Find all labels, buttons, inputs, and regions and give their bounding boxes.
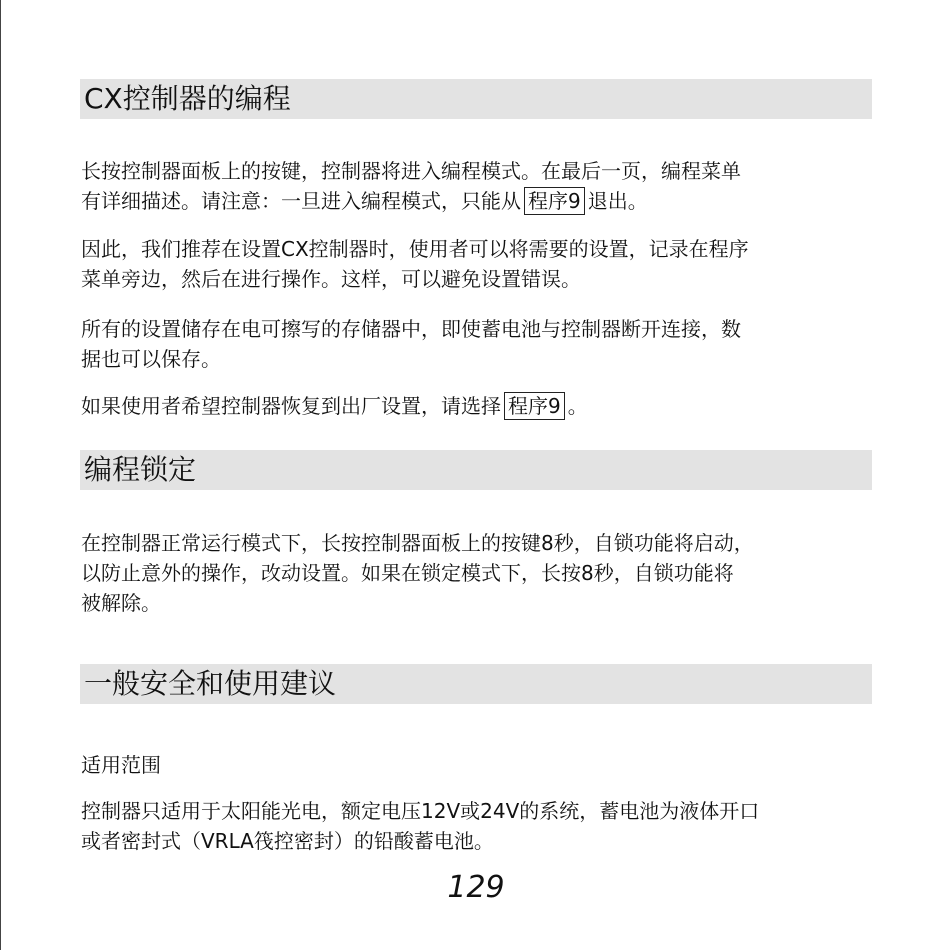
paragraph-line-text: 有详细描述。请注意：一旦进入编程模式，只能从 (81, 189, 521, 213)
paragraph-applicable-systems (81, 796, 881, 856)
paragraph-line: 所有的设置储存在电可擦写的存储器中，即使蓄电池与控制器断开连接，数 (81, 317, 741, 341)
paragraph-self-lock (81, 528, 881, 618)
paragraph-line: 或者密封式（VRLA筏控密封）的铅酸蓄电池。 (81, 829, 494, 853)
subheading-text: 适用范围 (81, 753, 161, 777)
paragraph-line: 控制器只适用于太阳能光电，额定电压12V或24V的系统，蓄电池为液体开口 (81, 799, 760, 823)
paragraph-line-text: 。 (567, 394, 588, 418)
paragraph-line-text: 退出。 (587, 189, 648, 213)
program-9-box: 程序9 (524, 187, 585, 215)
paragraph-recommend-record (81, 234, 881, 294)
paragraph-line-text: 如果使用者希望控制器恢复到出厂设置，请选择 (81, 394, 501, 418)
section-header-cx-programming: CX控制器的编程 (80, 79, 872, 119)
paragraph-line: 以防止意外的操作，改动设置。如果在锁定模式下，长按8秒，自锁功能将 (81, 561, 734, 585)
paragraph-enter-programming (81, 156, 881, 216)
section-header-programming-lock: 编程锁定 (80, 450, 872, 490)
paragraph-eeprom-storage (81, 314, 881, 374)
paragraph-line (81, 391, 881, 421)
paragraph-line: 因此，我们推荐在设置CX控制器时，使用者可以将需要的设置，记录在程序 (81, 237, 749, 261)
program-9-box: 程序9 (504, 392, 565, 420)
paragraph-line: 据也可以保存。 (81, 347, 221, 371)
paragraph-line: 在控制器正常运行模式下，长按控制器面板上的按键8秒，自锁功能将启动， (81, 531, 754, 555)
paragraph-line: 菜单旁边，然后在进行操作。这样，可以避免设置错误。 (81, 267, 581, 291)
paragraph-factory-reset (81, 391, 881, 421)
section-header-safety-advice: 一般安全和使用建议 (80, 664, 872, 704)
paragraph-line: 被解除。 (81, 591, 161, 615)
paragraph-line: 长按控制器面板上的按键，控制器将进入编程模式。在最后一页，编程菜单 (81, 159, 741, 183)
paragraph-line (81, 186, 881, 216)
page-number: 129 (447, 870, 505, 905)
subheading-scope (81, 750, 881, 780)
